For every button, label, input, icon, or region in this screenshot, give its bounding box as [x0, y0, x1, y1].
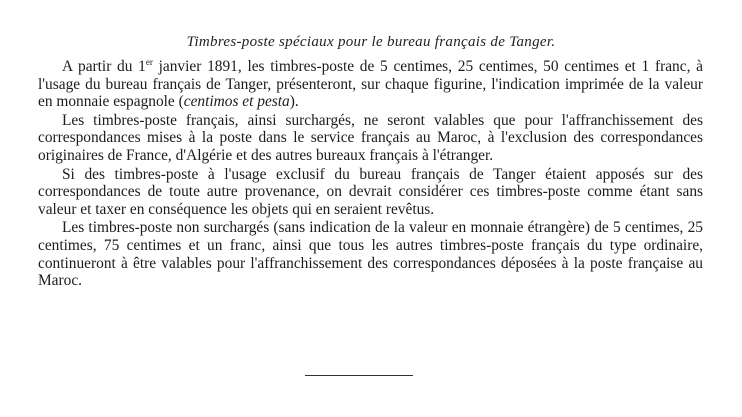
closing-rule [305, 375, 413, 376]
paragraph-1 [38, 58, 703, 111]
paragraph-1-middle: janvier 1891, les timbres-poste de 5 centimes, 25 centimes, 50 centimes et 1 franc, à l'usage du bureau français de Tanger, présenteront, sur chaque figurine, l'indication imprimée de la valeur en monnaie espagnole ( [38, 58, 703, 111]
paragraph-1-end: ). [289, 93, 299, 111]
paragraph-4: Les timbres-poste non surchargés (sans indication de la valeur en monnaie étrangère) de 5 centimes, 25 centimes, 75 centimes et un franc, ainsi que tous les autres timbres-poste français du type ordinaire, continueront à être valables pour l'affranchissement des correspondances déposées à la poste française au Maroc. [38, 219, 703, 290]
document-body [38, 58, 703, 290]
paragraph-2: Les timbres-poste français, ainsi surchargés, ne seront valables que pour l'affranchissement des correspondances mises à la poste dans le service français au Maroc, à l'exclusion des correspondances originaires de France, d'Algérie et des autres bureaux français à l'étranger. [38, 111, 703, 164]
paragraph-3: Si des timbres-poste à l'usage exclusif du bureau français de Tanger étaient apposés sur des correspondances de toute autre provenance, on devrait considérer ces timbres-poste comme étant sans valeur et taxer en conséquence les objets qui en seraient revêtus. [38, 165, 703, 218]
paragraph-1-start: A partir du 1 [62, 58, 146, 75]
document-title: Timbres-poste spéciaux pour le bureau français de Tanger. [186, 34, 556, 50]
ordinal-superscript: er [145, 57, 153, 67]
currency-italic: centimos et pesta [183, 93, 290, 111]
